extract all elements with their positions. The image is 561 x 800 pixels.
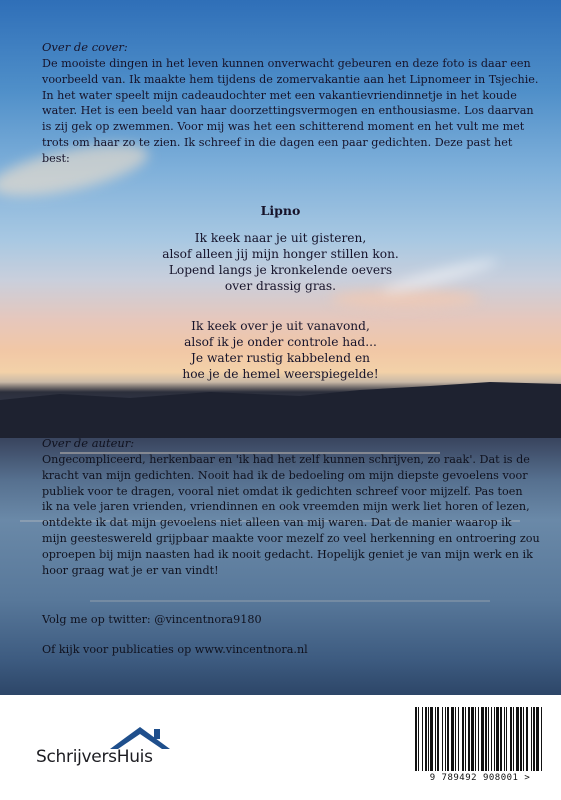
barcode-bar [504,707,505,771]
barcode-bar [422,707,423,771]
text-line: ontdekte ik dat mijn gevoelens niet alleen van mij waren. Dat de manier waarop ik [42,516,512,530]
poem-line: Lopend langs je kronkelende oevers [168,263,393,277]
poem-line: over drassig gras. [224,279,337,293]
poem-line: alsof alleen jij mijn honger stillen kon. [162,247,399,261]
footer-strip [0,695,561,800]
author-paragraph [42,452,542,578]
barcode-bar [531,707,532,771]
barcode-bar [447,707,449,771]
isbn-number: 9 789492 908001 > [429,773,531,783]
barcode-icon [415,707,543,771]
publisher-logo [30,725,200,775]
barcode-bar [465,707,466,771]
poem-title: Lipno [260,203,301,218]
text-line: trots om haar zo te zien. Ik schreef in die dagen een paar gedichten. Deze past het best: [42,135,513,165]
barcode-bar [510,707,512,771]
barcode-bar [415,707,417,771]
poem-line: alsof ik je onder controle had... [184,335,377,349]
author-heading: Over de auteur: [42,436,135,450]
poem-line: hoe je de hemel weerspiegelde! [182,367,379,381]
text-line: mijn geesteswereld grijpbaar maakte voor mezelf zo veel herkenning en ontroering zou [42,531,540,545]
publisher-name: SchrijversHuis [36,747,153,767]
barcode-bar [506,707,507,771]
text-line: publiek voor te dragen, vooral niet omdat ik gedichten schreef voor mijzelf. Pas toen [42,484,523,498]
barcode-bar [513,707,514,771]
barcode-bar [481,707,484,771]
poem-line: Ik keek naar je uit gisteren, [194,231,367,245]
mountain-silhouette [0,378,561,438]
barcode-bar [541,707,542,771]
barcode-bar [468,707,470,771]
poem-stanza-2 [0,318,561,382]
text-line: is zij gek op zwemmen. Voor mij was het een schitterend moment en het vult me met [42,120,525,134]
barcode-bar [475,707,476,771]
barcode-bar [458,707,459,771]
text-line: kracht van mijn gedichten. Nooit had ik de bedoeling om mijn diepste gevoelens voor [42,468,528,482]
barcode-bar [437,707,439,771]
barcode-bar [500,707,502,771]
barcode-bar [526,707,528,771]
barcode-bar [428,707,429,771]
barcode-bar [435,707,436,771]
water-reflection [90,600,490,602]
barcode-bar [533,707,535,771]
barcode-bar [451,707,454,771]
barcode-bar [478,707,479,771]
barcode-bar [462,707,464,771]
cover-paragraph [42,56,542,167]
poem-stanza-1 [0,230,561,294]
barcode-bar [488,707,489,771]
cover-heading: Over de cover: [42,40,128,54]
text-line: ik na vele jaren vrienden, vriendinnen en ook vreemden mijn werk liet horen of lezen, [42,500,530,514]
barcode-bar [536,707,539,771]
barcode-bar [445,707,446,771]
barcode-bar [520,707,522,771]
barcode-bar [455,707,456,771]
barcode-bar [471,707,474,771]
poem-line: Je water rustig kabbelend en [190,351,371,365]
barcode-bar [425,707,427,771]
barcode-bar [418,707,419,771]
text-line: hoor graag wat je er van vindt! [42,563,219,577]
barcode-bar [496,707,499,771]
barcode-bar [442,707,443,771]
barcode-bar [485,707,487,771]
text-line: voorbeeld van. Ik maakte hem tijdens de zomervakantie aan het Lipnomeer in Tsjechie. [42,72,539,86]
barcode-bar [516,707,519,771]
barcode-bar [494,707,495,771]
text-line: In het water speelt mijn cadeaudochter met een vakantievriendinnetje in het koude [42,88,517,102]
text-line: oproepen bij mijn naasten had ik nooit gedacht. Hopelijk geniet je van mijn werk en ik [42,547,533,561]
text-line: water. Het is een beeld van haar doorzettingsvermogen en enthousiasme. Los daarvan [42,104,534,118]
website-link[interactable]: Of kijk voor publicaties op www.vincentnora.nl [42,643,308,656]
barcode-bar [523,707,524,771]
text-line: Ongecompliceerd, herkenbaar en 'ik had het zelf kunnen schrijven, zo raak'. Dat is de [42,453,530,466]
text-line: De mooiste dingen in het leven kunnen onverwacht gebeuren en deze foto is daar een [42,57,531,70]
twitter-link[interactable]: Volg me op twitter: @vincentnora9180 [42,613,262,626]
poem-line: Ik keek over je uit vanavond, [191,319,370,333]
barcode-bar [430,707,433,771]
barcode-bar [491,707,492,771]
